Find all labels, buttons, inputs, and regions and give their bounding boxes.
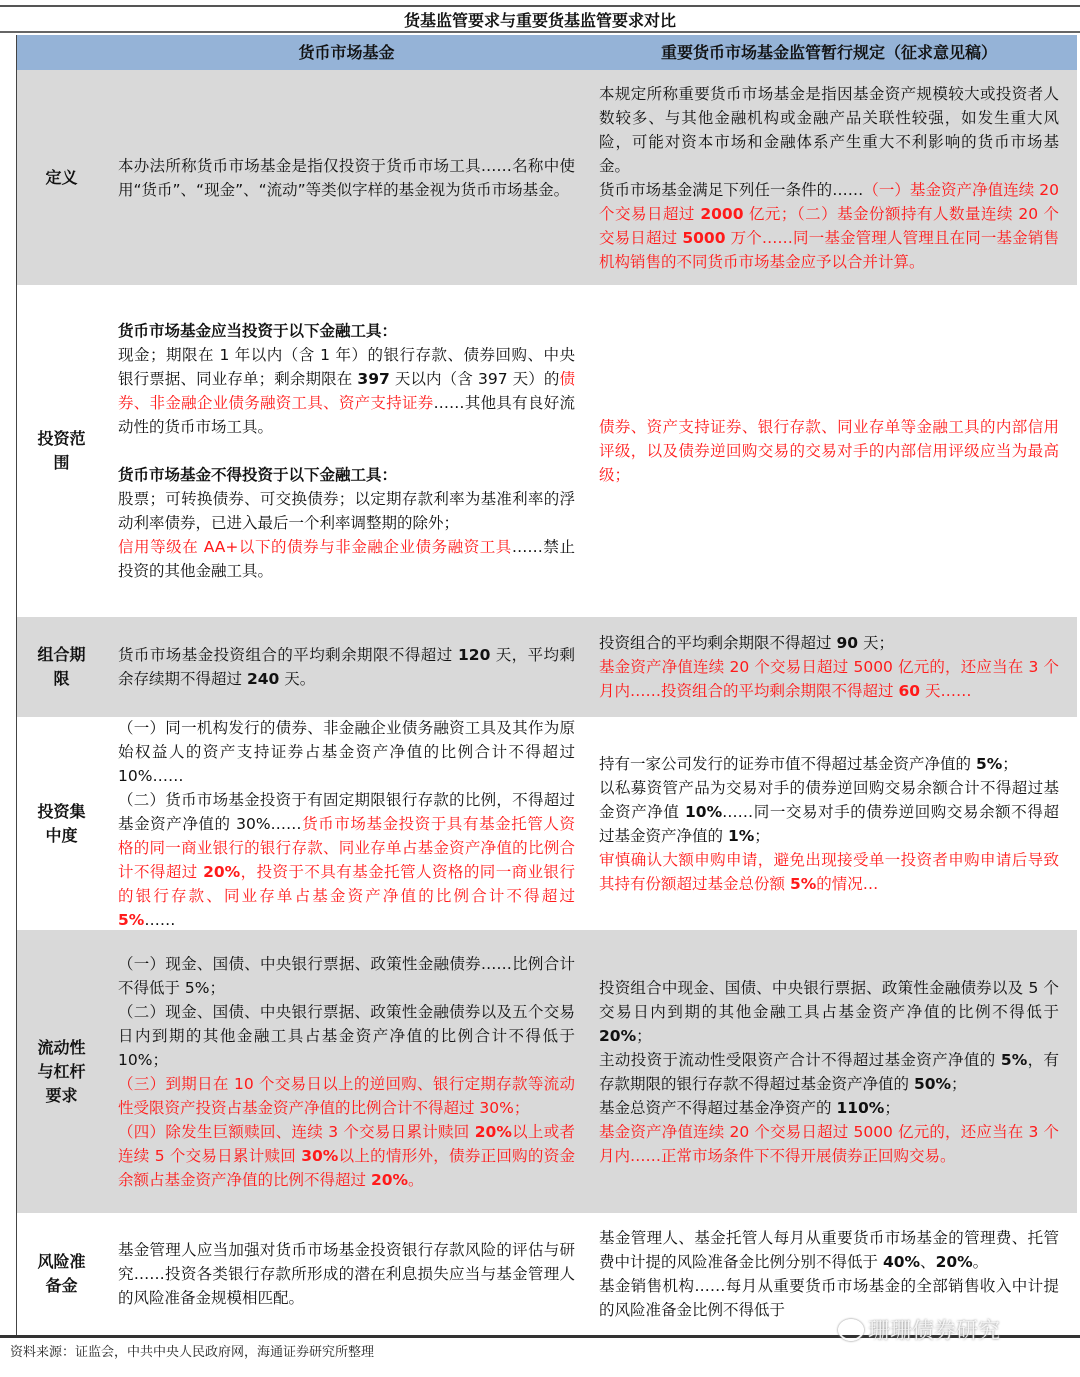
text-segment: ……禁止投资的其他金融工具。 — [118, 538, 575, 580]
text-segment: 50% — [913, 1074, 952, 1093]
text-segment: 90 — [836, 634, 859, 652]
highlight-text: 以上或者连续 5 个交易日累计赎回 — [118, 1122, 575, 1165]
important-fund-cell — [589, 82, 1077, 274]
highlight-text: 债券、非金融企业债务融资工具、资产支持证券 — [118, 370, 575, 412]
highlight-text: 信用等级在 AA+以下的债券与非金融企业债务融资工具 — [118, 538, 512, 556]
row-label: 流动性与杠杆要求 — [37, 1037, 86, 1105]
paragraph — [118, 1072, 575, 1120]
text-segment: …… — [144, 910, 176, 929]
wechat-icon — [838, 1319, 864, 1341]
header-col2: 重要货币市场基金监管暂行规定（征求意见稿） — [660, 42, 997, 62]
highlight-text: 20% — [203, 862, 241, 881]
row-label: 投资集中度 — [37, 801, 86, 845]
paragraph — [599, 776, 1059, 848]
row-label: 风险准备金 — [37, 1252, 86, 1295]
paragraph — [599, 655, 1059, 703]
row-label: 投资范围 — [37, 429, 86, 472]
text-segment: 基金管理人应当加强对货币市场基金投资银行存款风险的评估与研究……投资各类银行存款所形成的潜在利息损失应当与基金管理人的风险准备金规模相匹配。 — [118, 1241, 575, 1307]
table-body — [17, 70, 1077, 1335]
highlight-text: 亿元；（二）基金份额持有人数量连续 20 个交易日超过 — [599, 204, 1059, 247]
text-segment: 10% — [685, 802, 723, 821]
text-segment: 货币市场基金不得投资于以下金融工具： — [118, 466, 398, 484]
text-segment: 天； — [858, 634, 894, 652]
paragraph — [599, 178, 1059, 274]
highlight-text: 基金资产净值连续 20 个交易日超过 5000 亿元的，还应当在 3 个月内……投资组合的平均剩余期限不得超过 — [599, 658, 1059, 700]
paragraph — [118, 1238, 575, 1310]
text-segment: 投资组合中现金、国债、中央银行票据、政策性金融债券以及 5 个交易日内到期的其他金融工具占基金资产净值的比例不得低于 — [599, 978, 1059, 1021]
text-segment: 120 — [458, 646, 491, 664]
important-fund-cell — [589, 415, 1077, 487]
text-segment: 397 — [357, 370, 390, 388]
text-segment: 现金；期限在 1 年以内（含 1 年）的银行存款、债券回购、中央银行票据、同业存单；剩余期限在 — [118, 346, 575, 388]
text-segment: 、 — [920, 1253, 936, 1271]
text-segment: 20% — [599, 1026, 637, 1045]
paragraph — [118, 1000, 575, 1072]
text-segment: ； — [636, 1026, 652, 1045]
paragraph — [118, 487, 575, 535]
table-header — [17, 35, 1077, 70]
highlight-text: 万个……同一基金管理人管理且在同一基金销售机构销售的不同货币市场基金应予以合并计算。 — [599, 228, 1059, 271]
text-segment: 基金总资产不得超过基金净资产的 — [599, 1098, 837, 1117]
highlight-text: 。 — [408, 1170, 424, 1189]
highlight-text: 以上的情形外，债券正回购的资金余额占基金资产净值的比例不得超过 — [118, 1146, 575, 1189]
text-segment: 天。 — [279, 670, 316, 688]
text-segment: （二）现金、国债、中央银行票据、政策性金融债券以及五个交易日内到期的其他金融工具占基金资产净值的比例合计不得低于 10%； — [118, 1002, 575, 1069]
text-segment: （一）同一机构发行的债券、非金融企业债务融资工具及其作为原始权益人的资产支持证券占基金资产净值的比例合计不得超过 10%…… — [118, 718, 575, 785]
paragraph — [118, 643, 575, 691]
important-fund-cell — [589, 976, 1077, 1168]
highlight-text: 5% — [789, 874, 817, 893]
text-segment: 基金销售机构……每月从重要货币市场基金的全部销售收入中计提的风险准备金比例不得低于 — [599, 1277, 1059, 1319]
paragraph — [599, 752, 1059, 776]
paragraph — [599, 1226, 1059, 1274]
text-segment: 。 — [972, 1253, 989, 1271]
highlight-text: 20% — [370, 1170, 409, 1189]
highlight-text: 债券、资产支持证券、银行存款、同业存单等金融工具的内部信用评级，以及债券逆回购交易的交易对手的内部信用评级应当为最高级； — [599, 418, 1059, 484]
highlight-text: 5000 — [682, 228, 726, 247]
text-segment: ； — [754, 826, 770, 845]
paragraph — [599, 415, 1059, 487]
comparison-table — [16, 35, 1077, 1335]
text-segment: 以私募资管产品为交易对手的债券逆回购交易余额合计不得超过基金资产净值 — [599, 778, 1059, 821]
text-segment: ，有存款期限的银行存款不得超过基金资产净值的 — [599, 1050, 1059, 1093]
paragraph — [118, 952, 575, 1000]
text-segment: 240 — [246, 670, 280, 688]
paragraph — [118, 1120, 575, 1192]
highlight-text: 60 — [898, 682, 921, 700]
paragraph — [599, 82, 1059, 178]
text-segment: 货币市场基金满足下列任一条件的…… — [599, 180, 864, 199]
table-title: 货基监管要求与重要货基监管要求对比 — [0, 5, 1080, 33]
paragraph — [118, 463, 575, 487]
paragraph — [599, 1048, 1059, 1096]
highlight-text: 30% — [301, 1146, 339, 1165]
header-col1: 货币市场基金 — [298, 42, 395, 62]
paragraph — [599, 976, 1059, 1048]
text-segment: ……其他具有良好流动性的货币市场工具。 — [118, 394, 575, 436]
money-fund-cell — [106, 952, 589, 1192]
paragraph — [599, 848, 1059, 896]
table-row — [17, 285, 1077, 617]
text-segment: 基金管理人、基金托管人每月从重要货币市场基金的管理费、托管费中计提的风险准备金比例分别不得低于 — [599, 1229, 1059, 1271]
text-segment: 本办法所称货币市场基金是指仅投资于货币市场工具……名称中使用“货币”、“现金”、“流动”等类似字样的基金视为货币市场基金。 — [118, 156, 575, 199]
text-segment: ； — [1002, 754, 1018, 773]
paragraph — [118, 154, 575, 202]
paragraph — [118, 716, 575, 788]
money-fund-cell — [106, 716, 589, 932]
important-fund-cell — [589, 752, 1077, 896]
text-segment: ； — [884, 1098, 900, 1117]
paragraph — [118, 343, 575, 439]
highlight-text: 的情况… — [816, 874, 879, 893]
text-segment: 本规定所称重要货币市场基金是指因基金资产规模较大或投资者人数较多、与其他金融机构或金融产品关联性较强，如发生重大风险，可能对资本市场和金融体系产生重大不利影响的货币市场基金。 — [599, 84, 1059, 175]
text-segment: 投资组合的平均剩余期限不得超过 — [599, 634, 837, 652]
money-fund-cell — [106, 1238, 589, 1310]
row-label: 组合期限 — [37, 645, 86, 688]
paragraph — [599, 1096, 1059, 1120]
text-segment: 持有一家公司发行的证券市值不得超过基金资产净值的 — [599, 754, 976, 773]
table-row — [17, 930, 1077, 1213]
text-segment: 5% — [975, 754, 1003, 773]
text-segment: 主动投资于流动性受限资产合计不得超过基金资产净值的 — [599, 1050, 1001, 1069]
text-segment: （二）货币市场基金投资于有固定期限银行存款的比例，不得超过基金资产净值的 30%…… — [118, 790, 575, 833]
highlight-text: （四）除发生巨额赎回、连续 3 个交易日累计赎回 — [118, 1122, 475, 1141]
money-fund-cell — [106, 319, 589, 583]
paragraph — [118, 535, 575, 583]
text-segment: ； — [951, 1074, 967, 1093]
money-fund-cell — [106, 643, 589, 691]
table-row — [17, 617, 1077, 717]
text-segment: 5% — [1000, 1050, 1028, 1069]
important-fund-cell — [589, 631, 1077, 703]
text-segment: 20% — [935, 1253, 973, 1271]
text-segment: 1% — [727, 826, 755, 845]
text-segment: ……同一交易对手的债券逆回购交易余额不得超过基金资产净值的 — [599, 802, 1059, 845]
source-note: 资料来源：证监会，中共中央人民政府网，海通证券研究所整理 — [10, 1345, 375, 1360]
paragraph — [599, 631, 1059, 655]
paragraph — [118, 319, 575, 343]
text-segment: 股票；可转换债券、可交换债券；以定期存款利率为基准利率的浮动利率债券，已进入最后一个利率调整期的除外； — [118, 490, 575, 532]
text-segment: （一）现金、国债、中央银行票据、政策性金融债券……比例合计不得低于 5%； — [118, 954, 575, 997]
text-segment: 货币市场基金投资组合的平均剩余期限不得超过 — [118, 646, 459, 664]
highlight-text: （三）到期日在 10 个交易日以上的逆回购、银行定期存款等流动性受限资产投资占基金资产净值的比例合计不得超过 30%； — [118, 1074, 575, 1117]
paragraph — [599, 1120, 1059, 1168]
row-label: 定义 — [45, 167, 78, 187]
table-row — [17, 70, 1077, 285]
text-segment: 110% — [836, 1098, 885, 1117]
text-segment: 货币市场基金应当投资于以下金融工具： — [118, 322, 398, 340]
table-row — [17, 717, 1077, 930]
highlight-text: 审慎确认大额申购申请，避免出现接受单一投资者申购申请后导致其持有份额超过基金总份额 — [599, 850, 1059, 893]
highlight-text: 2000 — [700, 204, 744, 223]
highlight-text: （一）基金资产净值连续 20 个交易日超过 — [599, 180, 1059, 223]
important-fund-cell — [589, 1226, 1077, 1322]
highlight-text: 20% — [474, 1122, 512, 1141]
highlight-text: 基金资产净值连续 20 个交易日超过 5000 亿元的，还应当在 3 个月内……正常市场条件下不得开展债券正回购交易。 — [599, 1122, 1059, 1165]
text-segment: 40% — [882, 1253, 921, 1271]
watermark — [838, 1314, 1000, 1345]
highlight-text: 货币市场基金投资于具有基金托管人资格的同一商业银行的银行存款、同业存单占基金资产净值的比例合计不得超过 — [118, 814, 575, 881]
highlight-text: ，投资于不具有基金托管人资格的同一商业银行的银行存款、同业存单占基金资产净值的比例合计不得超过 — [118, 862, 575, 905]
text-segment: 天，平均剩余存续期不得超过 — [118, 646, 575, 688]
text-segment: 天以内（含 397 天）的 — [389, 370, 560, 388]
highlight-text: 天…… — [920, 682, 972, 700]
money-fund-cell — [106, 154, 589, 202]
paragraph — [118, 788, 575, 932]
highlight-text: 5% — [118, 910, 145, 929]
watermark-text: 珊珊债券研究 — [868, 1319, 1001, 1344]
